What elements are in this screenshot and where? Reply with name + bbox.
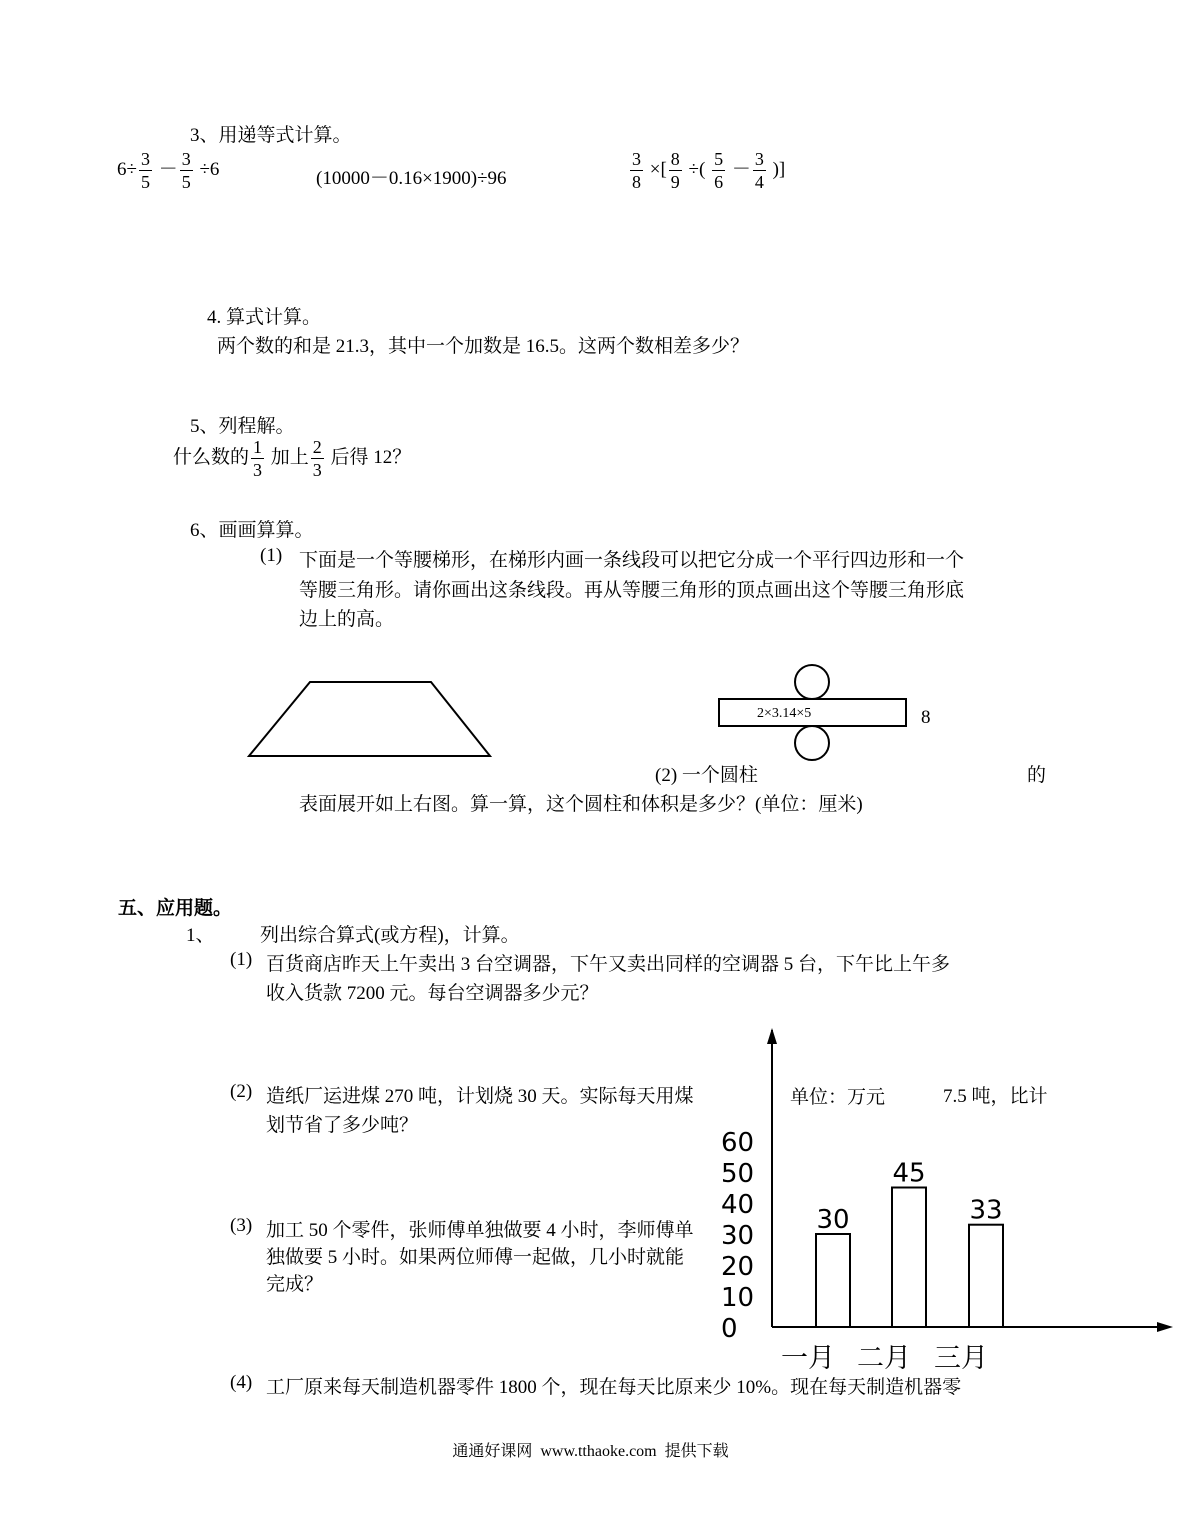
x-category-label: 二月 [857, 1343, 911, 1374]
cylinder-net-figure [715, 662, 915, 764]
problem-line: 工厂原来每天制造机器零件 1800 个，现在每天比原来少 10%。现在每天制造机器零 [266, 1377, 962, 1398]
y-axis-arrow [767, 1028, 777, 1044]
problem-line: 加工 50 个零件，张师傅单独做要 4 小时，李师傅单 [266, 1220, 694, 1241]
bar [816, 1234, 850, 1327]
fraction: $\frac{8}{9}$ [670, 149, 680, 192]
fraction: $\frac{1}{3}$ [253, 437, 263, 480]
unfolded-rectangle [719, 699, 906, 726]
problem-2-de: 的 [1027, 765, 1047, 786]
problem-line: 边上的高。 [299, 609, 395, 630]
problem-number: (3) [230, 1215, 253, 1236]
fraction: $\frac{3}{4}$ [754, 149, 764, 192]
fraction: $\frac{5}{6}$ [714, 149, 724, 192]
problem-line: 收入货款 7200 元。每台空调器多少元？ [266, 983, 599, 1004]
bar [892, 1188, 926, 1328]
expression-1: 6÷ $\frac{3}{5}$ － $\frac{3}{5}$ ÷6 [117, 149, 220, 192]
expression-2: (10000－0.16×1900)÷96 [316, 168, 507, 189]
problem-line-tail: 7.5 吨，比计 [943, 1086, 1048, 1107]
bar [969, 1225, 1003, 1327]
expression-3: $\frac{3}{8}$ ×[ $\frac{8}{9}$ ÷( $\frac{5}{6}$ － $\frac{3}{4}$ )] [632, 149, 786, 192]
section-3-heading: 3、用递等式计算。 [190, 125, 352, 146]
bar-chart [715, 1020, 1181, 1380]
fraction: $\frac{3}{5}$ [140, 149, 150, 192]
y-tick-label: 20 [721, 1252, 755, 1282]
problem-2-lead: (2) 一个圆柱 [655, 765, 758, 786]
x-axis-arrow [1157, 1322, 1173, 1332]
section-4-question: 两个数的和是 21.3，其中一个加数是 16.5。这两个数相差多少？ [217, 336, 750, 357]
fraction: $\frac{3}{5}$ [181, 149, 191, 192]
unit-label: 单位：万元 [790, 1087, 886, 1108]
bar-value-label: 30 [816, 1205, 850, 1235]
problem-number: (1) [230, 949, 253, 970]
y-tick-label: 40 [721, 1190, 755, 1220]
section-4-heading: 4. 算式计算。 [207, 307, 322, 328]
question-instruction: 列出综合算式(或方程)，计算。 [260, 925, 520, 946]
section-5-question: 什么数的 $\frac{1}{3}$ 加上 $\frac{2}{3}$ 后得 12？ [173, 437, 412, 480]
problem-line: 完成？ [266, 1274, 324, 1295]
rectangle-width-label: 8 [921, 707, 931, 728]
problem-line: 下面是一个等腰梯形，在梯形内画一条线段可以把它分成一个平行四边形和一个 [299, 550, 965, 571]
problem-line: 百货商店昨天上午卖出 3 台空调器，下午又卖出同样的空调器 5 台，下午比上午多 [266, 954, 951, 975]
page-footer: 通通好课网 www.tthaoke.com 提供下载 [452, 1443, 729, 1460]
y-tick-label: 50 [721, 1159, 755, 1189]
problem-number: (1) [260, 545, 283, 566]
y-tick-label: 0 [721, 1314, 738, 1344]
problem-line: 划节省了多少吨？ [266, 1115, 419, 1136]
bottom-circle [795, 726, 829, 760]
rectangle-length-label: 2×3.14×5 [757, 706, 812, 721]
section-applied-heading: 五、应用题。 [118, 898, 233, 919]
problem-line: 独做要 5 小时。如果两位师傅一起做，几小时就能 [266, 1247, 685, 1268]
problem-line: 造纸厂运进煤 270 吨，计划烧 30 天。实际每天用煤 [266, 1086, 694, 1107]
fraction: $\frac{2}{3}$ [312, 437, 322, 480]
fraction: $\frac{3}{8}$ [632, 149, 641, 192]
x-category-label: 三月 [934, 1343, 988, 1374]
problem-number: (2) [230, 1081, 253, 1102]
trapezoid-shape [249, 682, 490, 756]
y-tick-label: 10 [721, 1283, 755, 1313]
top-circle [795, 665, 829, 699]
y-tick-label: 30 [721, 1221, 755, 1251]
section-6-heading: 6、画画算算。 [190, 520, 314, 541]
problem-number: (4) [230, 1372, 253, 1393]
problem-line: 等腰三角形。请你画出这条线段。再从等腰三角形的顶点画出这个等腰三角形底 [299, 580, 965, 601]
x-category-label: 一月 [781, 1343, 835, 1374]
y-tick-label: 60 [721, 1128, 755, 1158]
question-number: 1、 [186, 925, 215, 946]
section-5-heading: 5、列程解。 [190, 416, 295, 437]
bar-value-label: 45 [892, 1158, 926, 1189]
problem-2-line: 表面展开如上右图。算一算，这个圆柱和体积是多少？(单位：厘米) [299, 794, 863, 815]
bar-value-label: 33 [969, 1195, 1003, 1226]
trapezoid-figure [240, 675, 500, 765]
